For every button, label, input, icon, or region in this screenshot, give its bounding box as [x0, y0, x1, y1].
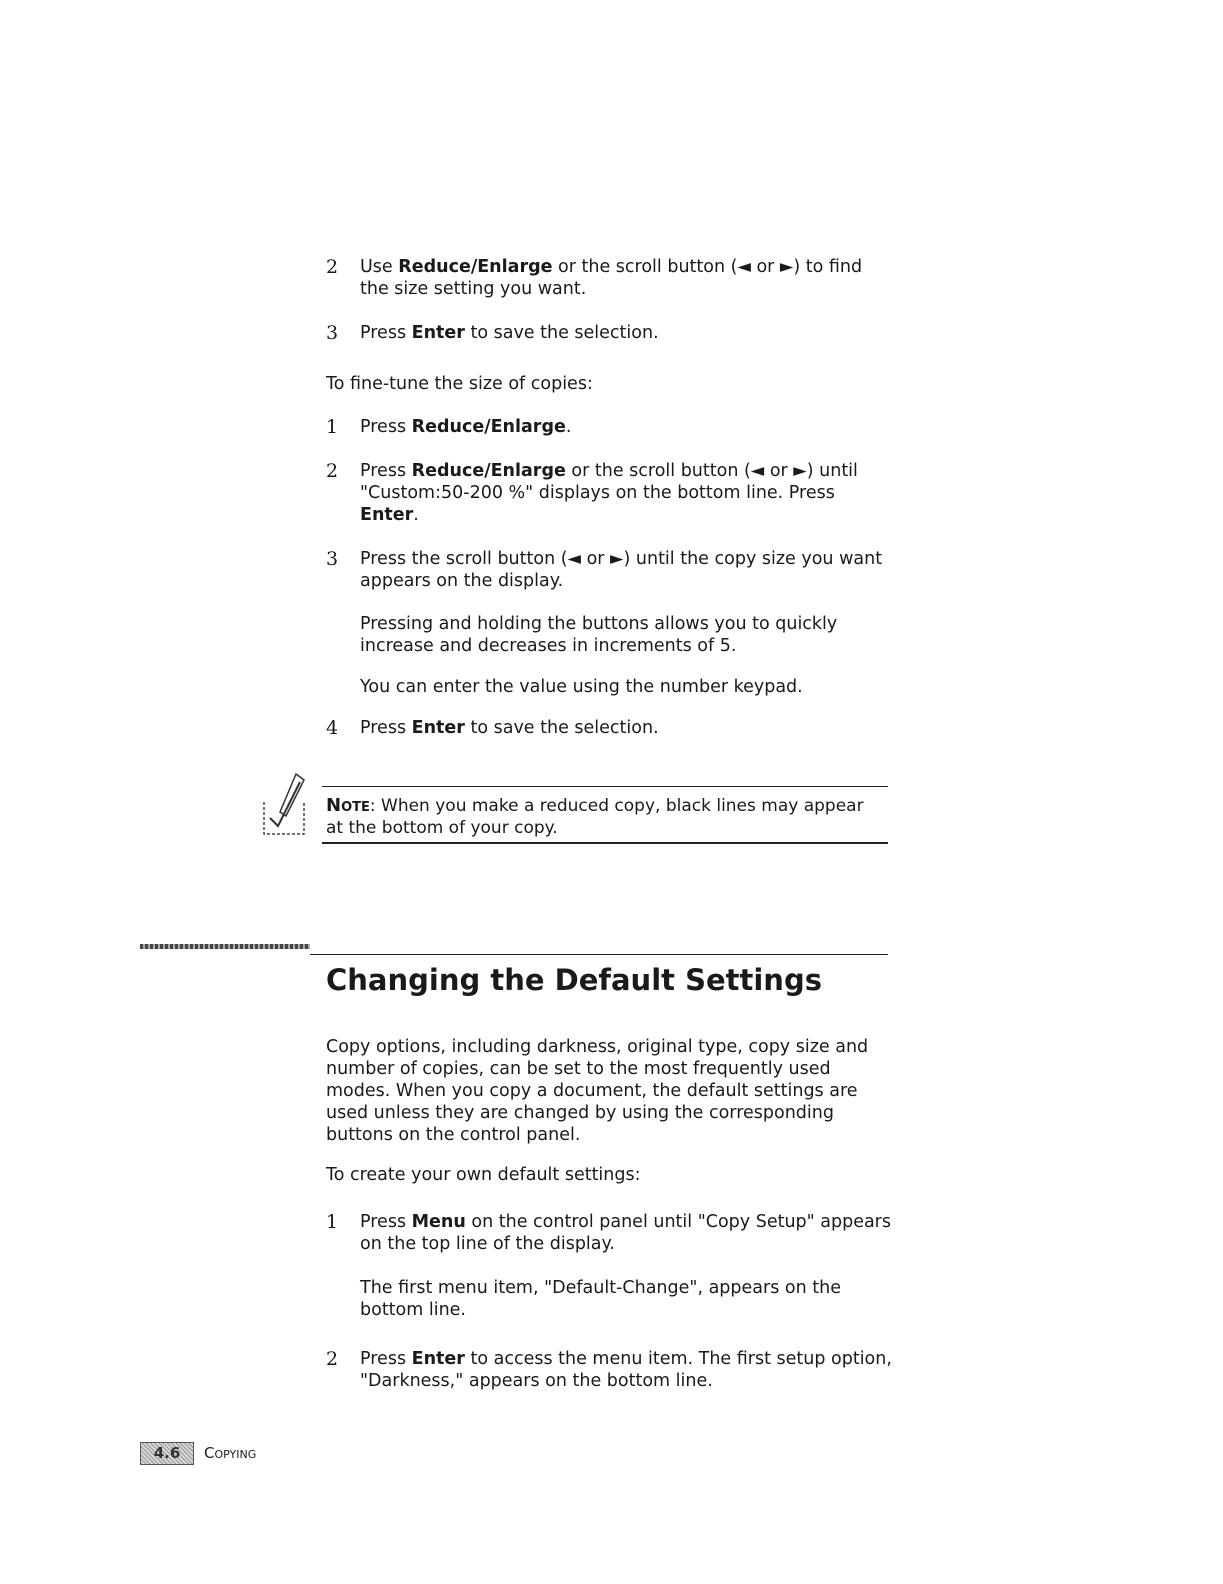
chapter-label: Copying [204, 1444, 257, 1462]
section-intro: Copy options, including darkness, original type, copy size and number of copies, can be set to the most frequently used modes. When you copy a document, the default settings are used unless they are changed by using the corresponding buttons on the control panel. [326, 1037, 869, 1145]
step-number: 3 [326, 548, 339, 570]
step-text: Press Menu on the control panel until "Copy Setup" appears on the top line of the display. [360, 1212, 891, 1254]
step-3-save [326, 322, 896, 344]
step-1-menu-info: The first menu item, "Default-Change", appears on the bottom line. [360, 1278, 841, 1320]
step-number: 2 [326, 256, 339, 278]
step-text: Press Enter to save the selection. [360, 323, 659, 343]
step-number: 3 [326, 322, 339, 344]
note-pencil-icon [256, 772, 308, 838]
default-step-2 [326, 1348, 896, 1392]
note-top-rule [322, 786, 888, 787]
step-number: 1 [326, 416, 339, 438]
default-step-1 [326, 1211, 896, 1255]
heading-decoration [140, 944, 310, 949]
note-body: : When you make a reduced copy, black lines may appear at the bottom of your copy. [326, 796, 864, 838]
fine-tune-step-4 [326, 717, 896, 739]
step-text: Press Enter to access the menu item. The first setup option, "Darkness," appears on the bottom line. [360, 1349, 892, 1391]
step-number: 4 [326, 717, 339, 739]
page-number-badge: 4.6 [140, 1442, 194, 1465]
fine-tune-step-2 [326, 460, 896, 526]
step-text: Press Reduce/Enlarge or the scroll button (◄ or ►) until "Custom:50-200 %" displays on the bottom line. Press Enter. [360, 461, 858, 525]
note-label: Note [326, 795, 370, 816]
fine-tune-step-1 [326, 416, 896, 438]
step-text: Press the scroll button (◄ or ►) until the copy size you want appears on the display. [360, 549, 883, 591]
section-heading: Changing the Default Settings [326, 963, 822, 997]
heading-rule [310, 954, 888, 955]
note-bottom-rule [322, 842, 888, 844]
step-number: 2 [326, 1348, 339, 1370]
step-3-hold-info: Pressing and holding the buttons allows you to quickly increase and decreases in increments of 5. [360, 614, 838, 656]
step-number: 1 [326, 1211, 339, 1233]
step-text: Press Reduce/Enlarge. [360, 417, 572, 437]
step-2-find-size [326, 256, 896, 300]
fine-tune-intro: To fine-tune the size of copies: [326, 374, 593, 394]
step-number: 2 [326, 460, 339, 482]
step-text: Press Enter to save the selection. [360, 718, 659, 738]
note [326, 795, 886, 839]
step-3-keypad-info: You can enter the value using the number keypad. [360, 677, 803, 697]
fine-tune-step-3 [326, 548, 896, 592]
step-text: Use Reduce/Enlarge or the scroll button (◄ or ►) to find the size setting you want. [360, 257, 863, 299]
create-defaults-intro: To create your own default settings: [326, 1165, 641, 1185]
